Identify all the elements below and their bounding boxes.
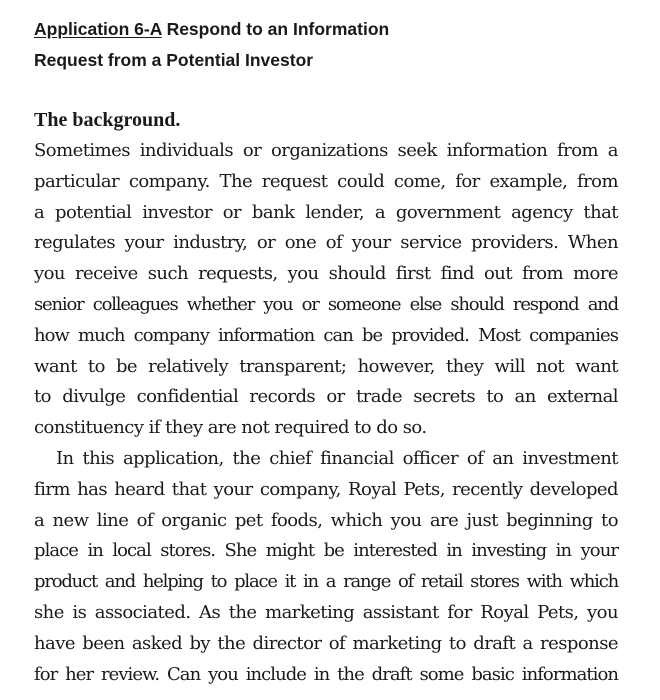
heading-title-part1: Respond to an Information [166,19,390,39]
paragraph-application [34,444,618,690]
paragraph-line: have been asked by the director of marketing to draft a response [34,632,618,654]
application-number: Application 6-A [34,19,162,39]
paragraph-line: product and helping to place it in a range of retail stores with which [34,571,618,593]
section-title: The background. [34,109,181,131]
paragraph-line: how much company information can be provided. Most companies [34,324,618,346]
paragraph-background [34,136,618,444]
paragraph-line: you receive such requests, you should first find out from more [34,263,618,285]
paragraph-line: want to be relatively transparent; however, they will not want [34,355,618,377]
heading-title-part2: Request from a Potential Investor [34,50,314,70]
paragraph-line: she is associated. As the marketing assistant for Royal Pets, you [34,601,618,623]
paragraph-line: for her review. Can you include in the draft some basic information [34,663,618,685]
paragraph-line: In this application, the chief financial officer of an investment [56,447,618,469]
heading-line-1 [34,14,618,45]
application-heading [34,14,618,76]
paragraph-line: constituency if they are not required to do so. [34,417,427,439]
paragraph-line: Sometimes individuals or organizations seek information from a [34,140,618,161]
paragraph-line: firm has heard that your company, Royal Pets, recently developed [34,478,618,500]
document-page [34,14,618,690]
paragraph-line: regulates your industry, or one of your service providers. When [34,232,618,254]
paragraph-line: senior colleagues whether you or someone else should respond and [34,293,618,315]
paragraph-line: place in local stores. She might be interested in investing in your [34,540,618,562]
paragraph-line: a potential investor or bank lender, a government agency that [34,201,618,223]
paragraph-line: particular company. The request could come, for example, from [34,170,618,192]
paragraph-line: a new line of organic pet foods, which you are just beginning to [34,509,618,531]
paragraph-line: to divulge confidential records or trade secrets to an external [34,386,618,408]
